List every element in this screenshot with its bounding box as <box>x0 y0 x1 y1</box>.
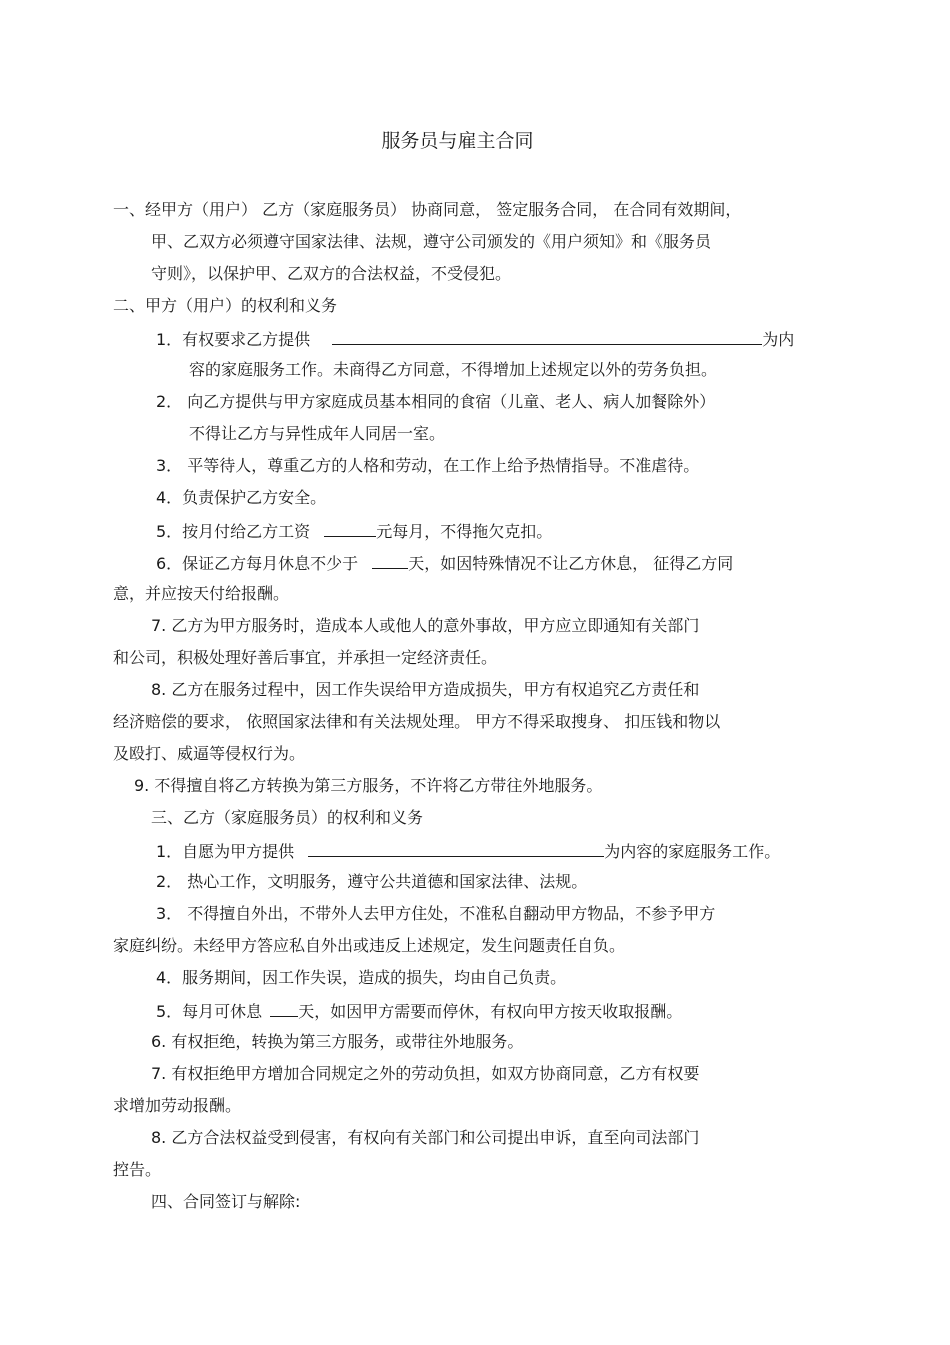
item-text: 天，如因甲方需要而停休，有权向甲方按天收取报酬。 <box>298 1002 683 1021</box>
section-3-item-3: 3． 不得擅自外出，不带外人去甲方住处，不准私自翻动甲方物品，不参予甲方 <box>156 904 716 923</box>
section-3-item-8-cont: 控告。 <box>113 1160 162 1179</box>
section-2-item-1-cont: 容的家庭服务工作。未商得乙方同意，不得增加上述规定以外的劳务负担。 <box>189 360 718 379</box>
section-3-item-7-cont: 求增加劳动报酬。 <box>113 1096 242 1115</box>
section-2-item-9: 9. 不得擅自将乙方转换为第三方服务，不许将乙方带往外地服务。 <box>134 776 603 795</box>
section-2-item-2-cont: 不得让乙方与异性成年人同居一室。 <box>189 424 446 443</box>
section-2-item-3: 3． 平等待人，尊重乙方的人格和劳动，在工作上给予热情指导。不准虐待。 <box>156 456 700 475</box>
fill-blank-wage <box>324 520 376 537</box>
section-2-item-6 <box>156 552 733 572</box>
item-text: 1．自愿为甲方提供 <box>156 842 295 861</box>
section-3-item-8: 8. 乙方合法权益受到侵害，有权向有关部门和公司提出申诉，直至向司法部门 <box>151 1128 700 1147</box>
document-title: 服务员与雇主合同 <box>381 130 534 152</box>
section-3-item-4: 4．服务期间，因工作失误，造成的损失，均由自己负责。 <box>156 968 567 987</box>
item-text: 元每月，不得拖欠克扣。 <box>376 522 553 541</box>
section-3-item-2: 2． 热心工作，文明服务，遵守公共道德和国家法律、法规。 <box>156 872 588 891</box>
section-2-item-7-cont: 和公司，积极处理好善后事宜，并承担一定经济责任。 <box>113 648 498 667</box>
item-text: 为内 <box>762 330 795 349</box>
section-2-item-5 <box>156 520 552 540</box>
section-4-heading: 四、合同签订与解除: <box>151 1192 301 1211</box>
section-2-item-2: 2． 向乙方提供与甲方家庭成员基本相同的食宿（儿童、老人、病人加餐除外） <box>156 392 716 411</box>
section-1-line-2: 甲、乙双方必须遵守国家法律、法规，遵守公司颁发的《用户须知》和《服务员 <box>151 232 712 251</box>
section-3-item-3-cont: 家庭纠纷。未经甲方答应私自外出或违反上述规定，发生问题责任自负。 <box>113 936 626 955</box>
fill-blank-service-content <box>308 840 604 857</box>
section-2-item-8: 8. 乙方在服务过程中，因工作失误给甲方造成损失，甲方有权追究乙方责任和 <box>151 680 700 699</box>
item-text: 天，如因特殊情况不让乙方休息， 征得乙方同 <box>408 554 734 573</box>
section-2-item-7: 7. 乙方为甲方服务时，造成本人或他人的意外事故，甲方应立即通知有关部门 <box>151 616 700 635</box>
item-text: 5．每月可休息 <box>156 1002 263 1021</box>
item-text: 为内容的家庭服务工作。 <box>604 842 781 861</box>
section-3-item-1 <box>156 840 780 860</box>
section-2-heading: 二、甲方（用户）的权利和义务 <box>113 296 338 315</box>
section-3-item-5 <box>156 1000 682 1020</box>
section-2-item-1 <box>156 328 794 348</box>
fill-blank-rest-days <box>270 1000 298 1017</box>
section-2-item-6-cont: 意，并应按天付给报酬。 <box>113 584 290 603</box>
item-text: 6．保证乙方每月休息不少于 <box>156 554 359 573</box>
section-1-line-1: 一、经甲方（用户） 乙方（家庭服务员） 协商同意， 签定服务合同， 在合同有效期间， <box>113 200 742 219</box>
section-1-line-3: 守则》，以保护甲、乙双方的合法权益，不受侵犯。 <box>151 264 512 283</box>
item-text: 5．按月付给乙方工资 <box>156 522 311 541</box>
item-text: 1．有权要求乙方提供 <box>156 330 311 349</box>
section-2-item-8-cont-1: 经济赔偿的要求， 依照国家法律和有关法规处理。 甲方不得采取搜身、 扣压钱和物以 <box>113 712 721 731</box>
fill-blank-service-content <box>332 328 762 345</box>
fill-blank-rest-days <box>372 552 408 569</box>
section-3-item-7: 7. 有权拒绝甲方增加合同规定之外的劳动负担，如双方协商同意，乙方有权要 <box>151 1064 700 1083</box>
section-3-item-6: 6. 有权拒绝，转换为第三方服务，或带往外地服务。 <box>151 1032 524 1051</box>
section-2-item-8-cont-2: 及殴打、威逼等侵权行为。 <box>113 744 306 763</box>
section-3-heading: 三、乙方（家庭服务员）的权利和义务 <box>151 808 424 827</box>
section-2-item-4: 4．负责保护乙方安全。 <box>156 488 327 507</box>
